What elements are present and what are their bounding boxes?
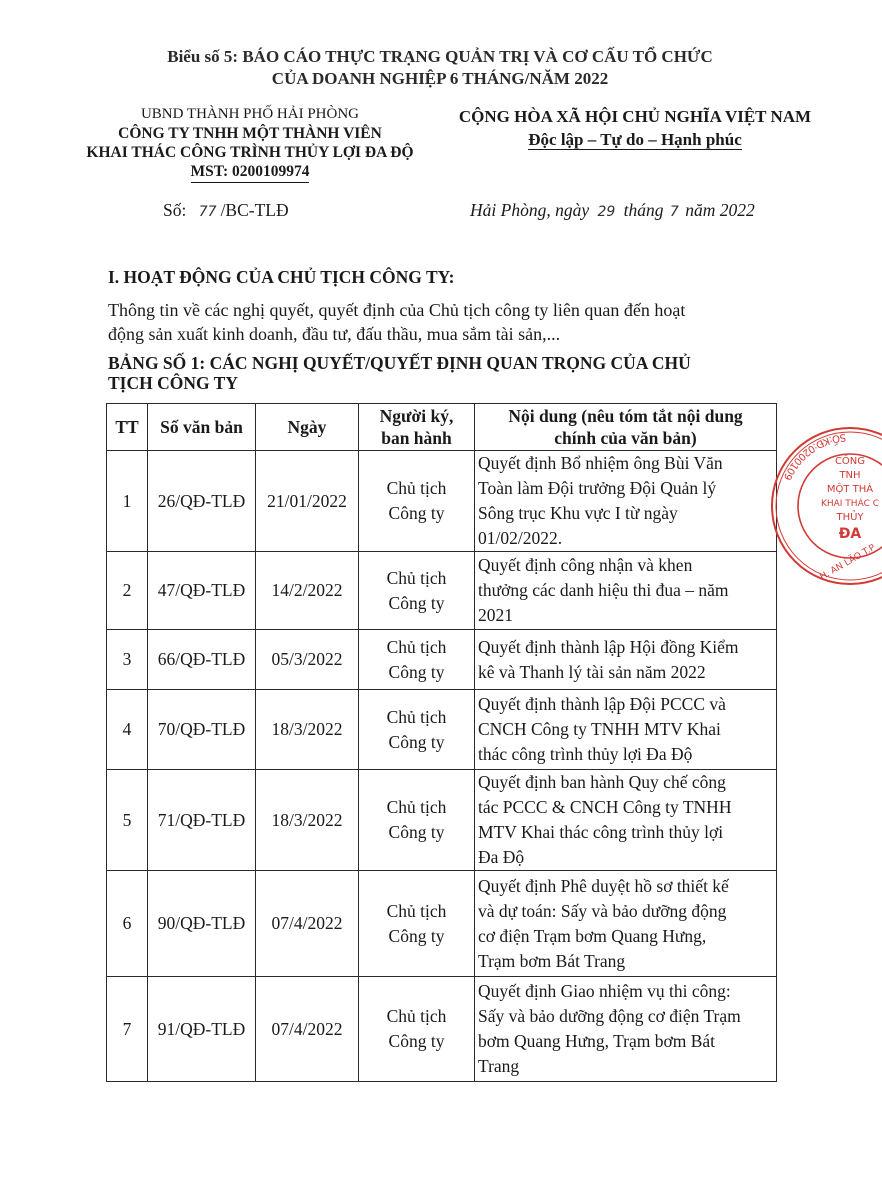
cell-tt: 3 bbox=[107, 630, 148, 690]
cell-date: 18/3/2022 bbox=[256, 690, 359, 770]
header-tt: TT bbox=[107, 404, 148, 451]
cell-tt: 6 bbox=[107, 871, 148, 977]
table-title: BẢNG SỐ 1: CÁC NGHỊ QUYẾT/QUYẾT ĐỊNH QUAN TRỌNG CỦA CHỦ TỊCH CÔNG TY bbox=[108, 353, 691, 393]
svg-text:CÔNG: CÔNG bbox=[834, 456, 866, 467]
header-document-number: Số văn bản bbox=[148, 404, 256, 451]
header-signer: Người ký, ban hành bbox=[359, 404, 475, 451]
cell-signer: Chủ tịch Công ty bbox=[359, 770, 475, 871]
content-line: kê và Thanh lý tài sản năm 2022 bbox=[478, 661, 706, 682]
cell-content bbox=[475, 977, 777, 1082]
content-line: CNCH Công ty TNHH MTV Khai bbox=[478, 719, 721, 739]
content-line: thác công trình thủy lợi Đa Độ bbox=[478, 744, 693, 764]
national-title: CỘNG HÒA XÃ HỘI CHỦ NGHĨA VIỆT NAM bbox=[458, 107, 812, 126]
company-name-line-1: CÔNG TY TNHH MỘT THÀNH VIÊN bbox=[118, 125, 382, 142]
table-row bbox=[107, 630, 777, 690]
section-intro: Thông tin về các nghị quyết, quyết định của Chủ tịch công ty liên quan đến hoạt động sản xuất kinh doanh, đầu tư, đấu thầu, mua sắm tài sản,... bbox=[108, 300, 686, 344]
content-line: Sông trục Khu vực I từ ngày bbox=[478, 503, 678, 523]
cell-date: 14/2/2022 bbox=[256, 552, 359, 630]
table-row bbox=[107, 552, 777, 630]
cell-tt: 7 bbox=[107, 977, 148, 1082]
cell-date: 07/4/2022 bbox=[256, 871, 359, 977]
table-row bbox=[107, 977, 777, 1082]
content-line: Sấy và bảo dưỡng động cơ điện Trạm bbox=[478, 1006, 741, 1026]
cell-document-number: 90/QĐ-TLĐ bbox=[148, 871, 256, 977]
cell-signer: Chủ tịch Công ty bbox=[359, 451, 475, 552]
content-line: Quyết định thành lập Đội PCCC và bbox=[478, 694, 726, 714]
handwritten-month: 7 bbox=[669, 204, 679, 220]
handwritten-day: 29 bbox=[597, 204, 616, 220]
parent-authority: UBND THÀNH PHỐ HẢI PHÒNG bbox=[140, 106, 360, 122]
cell-tt: 5 bbox=[107, 770, 148, 871]
cell-document-number: 71/QĐ-TLĐ bbox=[148, 770, 256, 871]
tax-code: MST: 0200109974 bbox=[191, 162, 310, 183]
reference-number: Số: 77 /BC-TLĐ bbox=[163, 200, 289, 220]
document-title-line-2: CỦA DOANH NGHIỆP 6 THÁNG/NĂM 2022 bbox=[271, 69, 609, 88]
issue-date: Hải Phòng, ngày 29 tháng 7 năm 2022 bbox=[470, 200, 755, 220]
content-line: Trang bbox=[478, 1056, 520, 1076]
handwritten-number: 77 bbox=[198, 204, 217, 220]
content-line: Đa Độ bbox=[478, 847, 525, 867]
cell-content bbox=[475, 770, 777, 871]
cell-tt: 2 bbox=[107, 552, 148, 630]
resolutions-table bbox=[106, 403, 777, 1082]
content-line: 2021 bbox=[478, 605, 513, 625]
table-row bbox=[107, 770, 777, 871]
content-line: MTV Khai thác công trình thủy lợi bbox=[478, 822, 724, 842]
content-line: Quyết định ban hành Quy chế công bbox=[478, 772, 726, 792]
national-header bbox=[430, 105, 840, 151]
content-line: Quyết định công nhận và khen bbox=[478, 555, 693, 575]
header-date: Ngày bbox=[256, 404, 359, 451]
content-line: Quyết định thành lập Hội đồng Kiểm bbox=[478, 636, 739, 657]
cell-tt: 1 bbox=[107, 451, 148, 552]
content-line: Quyết định Bổ nhiệm ông Bùi Văn bbox=[478, 453, 723, 473]
seal-inner-text bbox=[821, 454, 879, 542]
section-heading: I. HOẠT ĐỘNG CỦA CHỦ TỊCH CÔNG TY: bbox=[108, 267, 455, 287]
cell-content bbox=[475, 630, 777, 690]
content-line: Quyết định Phê duyệt hồ sơ thiết kế bbox=[478, 875, 729, 896]
seal-ring-text: SỐ:KĐ:0200109 bbox=[780, 431, 847, 482]
cell-document-number: 70/QĐ-TLĐ bbox=[148, 690, 256, 770]
cell-signer: Chủ tịch Công ty bbox=[359, 552, 475, 630]
seal-bottom-text: H. AN LÃO T.P bbox=[818, 542, 878, 583]
content-line: Trạm bơm Bát Trang bbox=[478, 950, 626, 971]
cell-date: 21/01/2022 bbox=[256, 451, 359, 552]
svg-text:ĐA: ĐA bbox=[838, 526, 862, 542]
svg-text:MỘT THÀ: MỘT THÀ bbox=[826, 484, 874, 495]
table-row bbox=[107, 451, 777, 552]
svg-text:TNH: TNH bbox=[839, 470, 861, 481]
table-row bbox=[107, 690, 777, 770]
document-title bbox=[60, 46, 820, 90]
content-line: và dự toán: Sấy và bảo dưỡng động bbox=[478, 900, 727, 921]
header-content: Nội dung (nêu tóm tắt nội dung chính của văn bản) bbox=[475, 404, 777, 451]
cell-signer: Chủ tịch Công ty bbox=[359, 871, 475, 977]
cell-document-number: 91/QĐ-TLĐ bbox=[148, 977, 256, 1082]
cell-document-number: 47/QĐ-TLĐ bbox=[148, 552, 256, 630]
table-header-row bbox=[107, 404, 777, 451]
content-line: Toàn làm Đội trưởng Đội Quản lý bbox=[478, 478, 717, 498]
cell-signer: Chủ tịch Công ty bbox=[359, 630, 475, 690]
cell-date: 18/3/2022 bbox=[256, 770, 359, 871]
cell-date: 07/4/2022 bbox=[256, 977, 359, 1082]
company-seal bbox=[762, 412, 882, 597]
cell-signer: Chủ tịch Công ty bbox=[359, 690, 475, 770]
content-line: bơm Quang Hưng, Trạm bơm Bát bbox=[478, 1031, 716, 1051]
svg-text:THỦY: THỦY bbox=[836, 512, 864, 523]
table-row bbox=[107, 871, 777, 977]
content-line: thưởng các danh hiệu thi đua – năm bbox=[478, 580, 729, 600]
cell-content bbox=[475, 871, 777, 977]
issuing-organization bbox=[54, 105, 446, 183]
cell-document-number: 66/QĐ-TLĐ bbox=[148, 630, 256, 690]
form-number: Biểu số 5: bbox=[167, 47, 239, 66]
cell-document-number: 26/QĐ-TLĐ bbox=[148, 451, 256, 552]
content-line: Quyết định Giao nhiệm vụ thi công: bbox=[478, 981, 731, 1001]
cell-content bbox=[475, 552, 777, 630]
content-line: 01/02/2022. bbox=[478, 528, 563, 548]
cell-tt: 4 bbox=[107, 690, 148, 770]
content-line: cơ điện Trạm bơm Quang Hưng, bbox=[478, 925, 707, 946]
national-motto: Độc lập – Tự do – Hạnh phúc bbox=[528, 130, 742, 149]
company-name-line-2: KHAI THÁC CÔNG TRÌNH THỦY LỢI ĐA ĐỘ bbox=[86, 144, 414, 161]
content-line: tác PCCC & CNCH Công ty TNHH bbox=[478, 797, 732, 817]
svg-text:KHAI THÁC C: KHAI THÁC C bbox=[820, 499, 880, 509]
cell-content bbox=[475, 690, 777, 770]
cell-content bbox=[475, 451, 777, 552]
cell-signer: Chủ tịch Công ty bbox=[359, 977, 475, 1082]
document-title-line-1: Biểu số 5: BÁO CÁO THỰC TRẠNG QUẢN TRỊ VÀ CƠ CẤU TỔ CHỨC bbox=[167, 47, 713, 66]
cell-date: 05/3/2022 bbox=[256, 630, 359, 690]
